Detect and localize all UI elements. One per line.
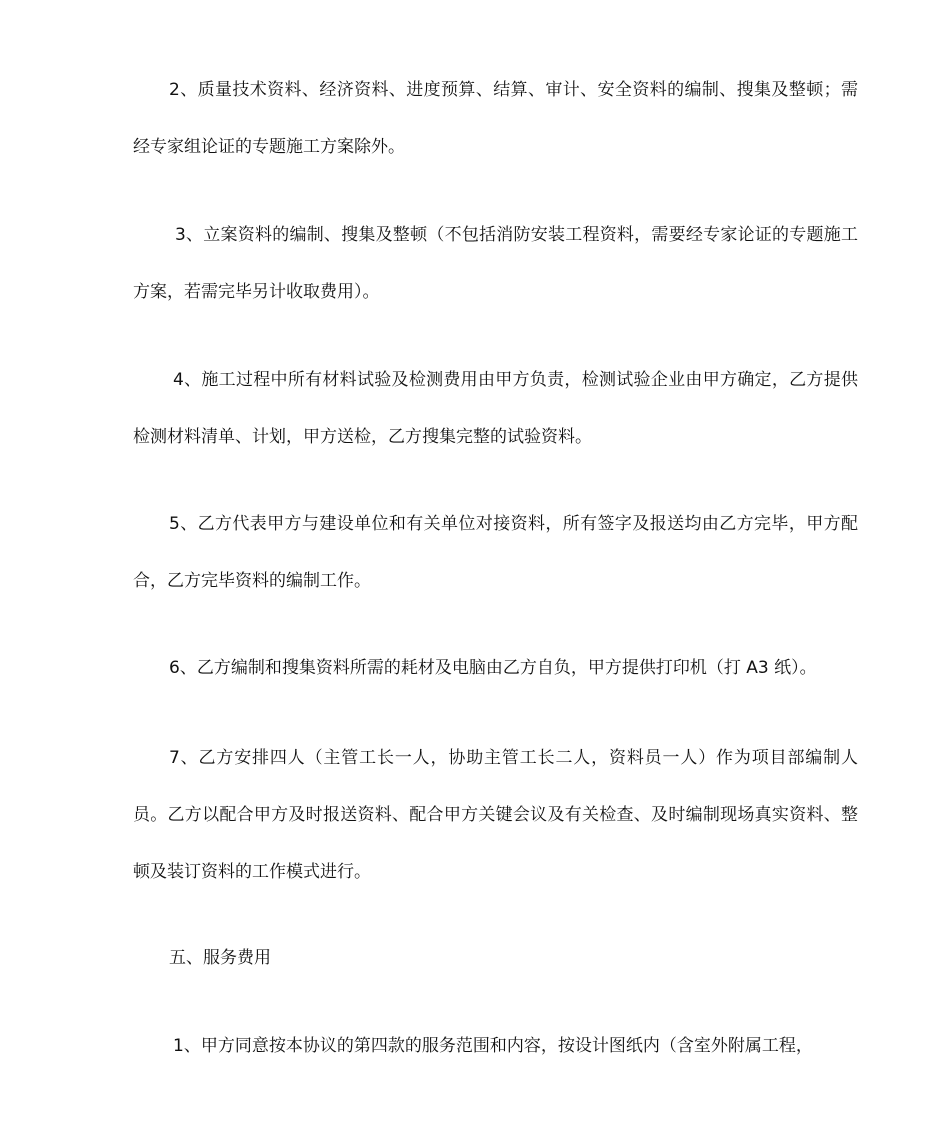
paragraph-item-7: 7、乙方安排四人（主管工长一人，协助主管工长二人，资料员一人）作为项目部编制人员。乙方以配合甲方及时报送资料、配合甲方关键会议及有关检查、及时编制现场真实资料、整顿及装订资料的工作模式进行。 — [133, 748, 858, 882]
section-heading-service-fee: 五、服务费用 — [169, 948, 271, 968]
paragraph-item-6: 6、乙方编制和搜集资料所需的耗材及电脑由乙方自负，甲方提供打印机（打 A3 纸）。 — [169, 658, 817, 678]
paragraph-item-5: 5、乙方代表甲方与建设单位和有关单位对接资料，所有签字及报送均由乙方完毕，甲方配合，乙方完毕资料的编制工作。 — [133, 514, 858, 591]
paragraph-item-4: 4、施工过程中所有材料试验及检测费用由甲方负责，检测试验企业由甲方确定，乙方提供检测材料清单、计划，甲方送检，乙方搜集完整的试验资料。 — [133, 370, 858, 447]
paragraph-item-3: 3、立案资料的编制、搜集及整顿（不包括消防安装工程资料，需要经专家论证的专题施工方案，若需完毕另计收取费用）。 — [133, 225, 858, 302]
paragraph-item-fee-1: 1、甲方同意按本协议的第四款的服务范围和内容，按设计图纸内（含室外附属工程， — [173, 1036, 813, 1056]
paragraph-item-2: 2、质量技术资料、经济资料、进度预算、结算、审计、安全资料的编制、搜集及整顿；需经专家组论证的专题施工方案除外。 — [133, 80, 858, 157]
